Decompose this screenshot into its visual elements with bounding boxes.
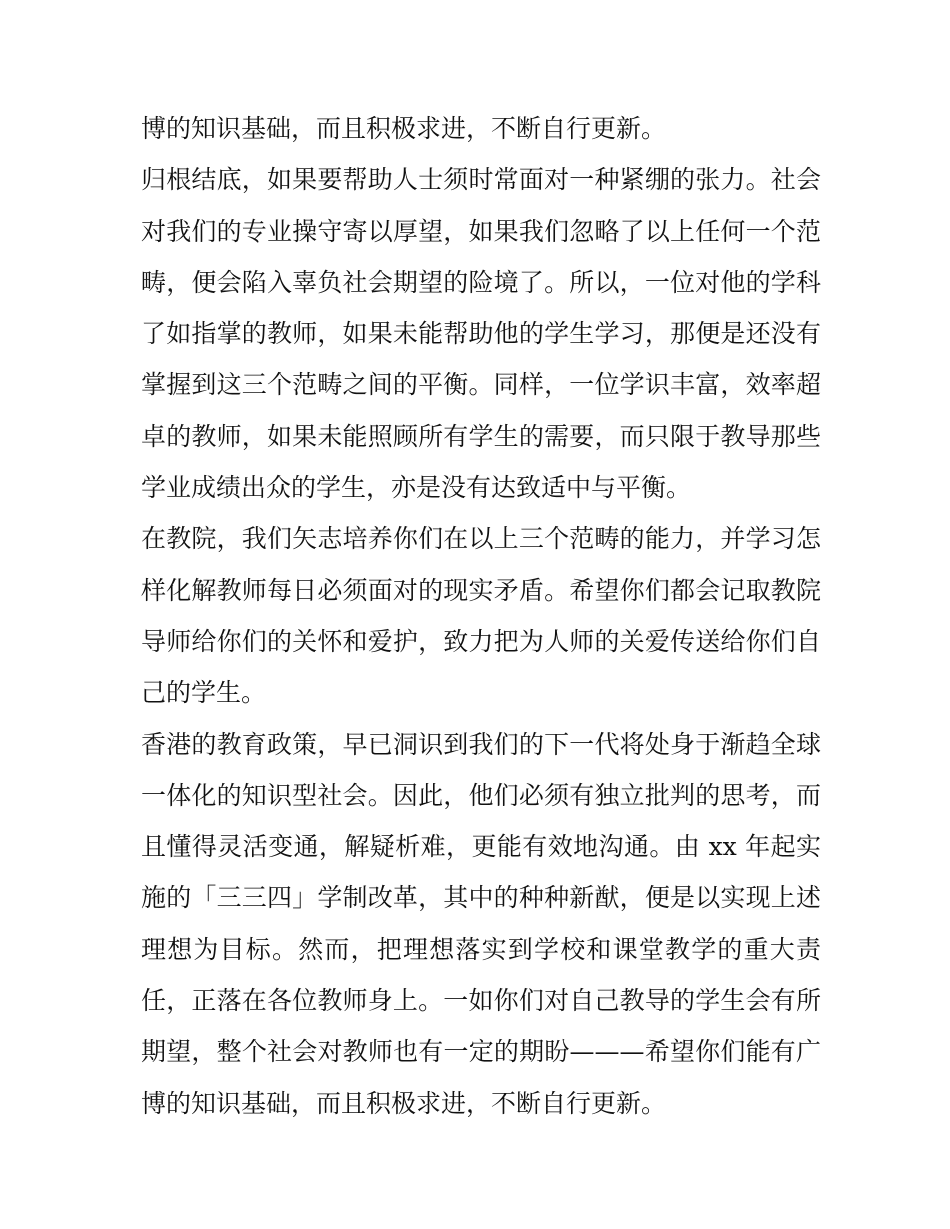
text-line: 博的知识基础，而且积极求进，不断自行更新。 xyxy=(141,114,667,143)
text-line: 样化解教师每日必须面对的现实矛盾。希望你们都会记取教院 xyxy=(141,575,821,605)
text-line: 归根结底，如果要帮助人士须时常面对一种紧绷的张力。社会 xyxy=(141,165,821,195)
text-line: 且懂得灵活变通，解疑析难，更能有效地沟通。由 xx 年起实 xyxy=(141,832,821,862)
text-line: 己的学生。 xyxy=(141,678,267,708)
body-text xyxy=(141,103,821,1129)
text-line: 导师给你们的关怀和爱护，致力把为人师的关爱传送给你们自 xyxy=(141,626,821,656)
text-line: 期望，整个社会对教师也有一定的期盼———希望你们能有广 xyxy=(141,1037,821,1067)
text-line: 对我们的专业操守寄以厚望，如果我们忽略了以上任何一个范 xyxy=(141,216,821,246)
text-line: 理想为目标。然而，把理想落实到学校和课堂教学的重大责 xyxy=(141,934,821,964)
text-line: 掌握到这三个范畴之间的平衡。同样，一位学识丰富，效率超 xyxy=(141,370,821,400)
text-line: 一体化的知识型社会。因此，他们必须有独立批判的思考，而 xyxy=(141,780,821,810)
text-line: 畴，便会陷入辜负社会期望的险境了。所以，一位对他的学科 xyxy=(141,267,821,297)
text-line: 任，正落在各位教师身上。一如你们对自己教导的学生会有所 xyxy=(141,986,821,1016)
text-line: 香港的教育政策，早已洞识到我们的下一代将处身于渐趋全球 xyxy=(141,729,821,759)
text-line: 在教院，我们矢志培养你们在以上三个范畴的能力，并学习怎 xyxy=(141,524,821,554)
text-line: 了如指掌的教师，如果未能帮助他的学生学习，那便是还没有 xyxy=(141,319,821,349)
text-line: 学业成绩出众的学生，亦是没有达致适中与平衡。 xyxy=(141,473,692,503)
text-line: 卓的教师，如果未能照顾所有学生的需要，而只限于教导那些 xyxy=(141,421,821,451)
text-line: 博的知识基础，而且积极求进，不断自行更新。 xyxy=(141,1088,667,1118)
text-line: 施的「三三四」学制改革，其中的种种新猷，便是以实现上述 xyxy=(141,883,821,913)
